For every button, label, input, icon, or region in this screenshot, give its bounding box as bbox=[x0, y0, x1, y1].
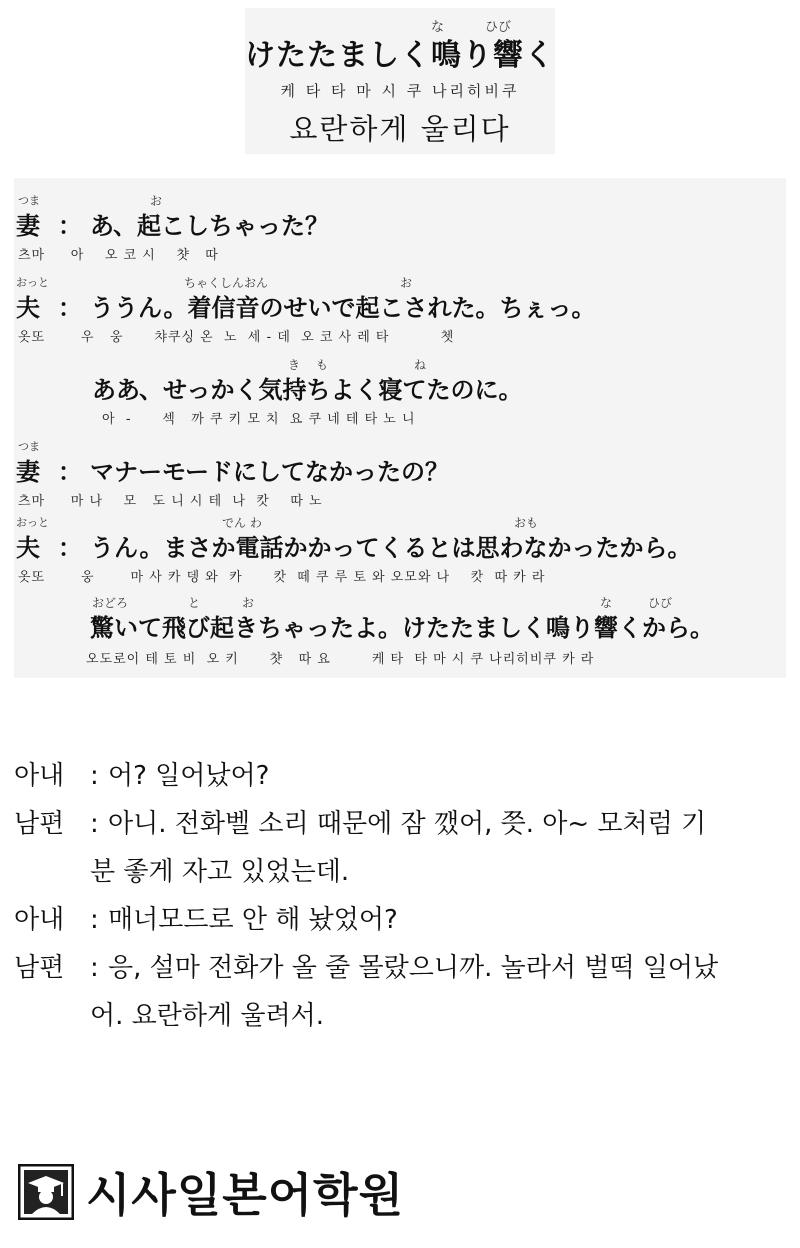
graduate-icon bbox=[18, 1164, 74, 1220]
ruby-text: ひび bbox=[648, 596, 673, 610]
japanese-line: あ、起こしちゃった？ bbox=[90, 212, 330, 240]
title-ruby-hibi: ひび bbox=[485, 20, 512, 35]
translation-speaker: 아내 bbox=[14, 905, 65, 935]
dialogue-block bbox=[14, 178, 786, 678]
ruby-text: お bbox=[150, 194, 163, 208]
translation-continuation bbox=[14, 992, 790, 1040]
pronunciation-line: 아 - 섹 까 쿠 키 모 치 요 쿠 네 테 타 노 니 bbox=[102, 412, 416, 427]
ruby-text: お bbox=[242, 596, 255, 610]
pronunciation-line: 오도로이 테 토 비 오 키 챳 따 요 케 타 타 마 시 쿠 나리히비쿠 카 라 bbox=[86, 652, 595, 667]
japanese-line: うん。まさか電話かかってくるとは思わなかったから。 bbox=[90, 534, 692, 562]
ruby-text: お bbox=[400, 276, 413, 290]
speaker-colon: ： bbox=[58, 534, 82, 562]
translation-text: 매너모드로 안 해 놨었어? bbox=[108, 905, 398, 935]
translation-colon: : bbox=[90, 905, 99, 935]
speaker-colon: ： bbox=[58, 458, 82, 486]
speaker-label: 妻 bbox=[16, 212, 40, 240]
speaker-ruby: つま bbox=[18, 194, 40, 207]
japanese-line: マナーモードにしてなかったの？ bbox=[90, 458, 450, 486]
translation-speaker: 남편 bbox=[14, 809, 65, 839]
translation-speaker: 아내 bbox=[14, 761, 65, 791]
dialogue-line bbox=[14, 510, 786, 590]
translation-row bbox=[14, 752, 790, 800]
korean-translation bbox=[14, 752, 790, 1040]
translation-text: 아니. 전화벨 소리 때문에 잠 깼어, 쯧. 아~ 모처럼 기 bbox=[108, 809, 707, 839]
title-pronunciation: 케 타 타 마 시 쿠 나리히비쿠 bbox=[280, 82, 520, 100]
speaker-ruby: おっと bbox=[16, 276, 49, 289]
speaker-ruby: おっと bbox=[16, 516, 49, 529]
dialogue-line bbox=[14, 590, 786, 674]
translation-row bbox=[14, 944, 790, 992]
dialogue-line bbox=[14, 352, 786, 432]
translation-text: 응, 설마 전화가 올 줄 몰랐으니까. 놀라서 벌떡 일어났 bbox=[108, 953, 719, 983]
pronunciation-line: 옷또 우 웅 챠쿠싱 온 노 세 - 데 오 코 사 레 타 쳇 bbox=[18, 330, 455, 345]
translation-colon: : bbox=[90, 761, 99, 791]
translation-colon: : bbox=[90, 953, 99, 983]
title-block bbox=[245, 8, 555, 154]
pronunciation-line: 옷또 웅 마 사 카 뎅 와 카 캇 떼 쿠 루 토 와 오모와 나 캇 따 카 라 bbox=[18, 570, 546, 585]
school-name: 시사일본어학원 bbox=[86, 1168, 405, 1222]
pronunciation-line: 츠마 마 나 모 도 니 시 테 나 캇 따 노 bbox=[18, 494, 323, 509]
title-korean: 요란하게 울리다 bbox=[289, 112, 511, 146]
ruby-text: な bbox=[600, 596, 613, 610]
translation-colon: : bbox=[90, 809, 99, 839]
ruby-text: おどろ bbox=[92, 596, 129, 610]
ruby-text: でん わ bbox=[222, 516, 262, 530]
dialogue-line bbox=[14, 434, 786, 514]
dialogue-line bbox=[14, 188, 786, 268]
dialogue-line bbox=[14, 270, 786, 350]
translation-speaker: 남편 bbox=[14, 953, 65, 983]
ruby-text: と bbox=[188, 596, 201, 610]
translation-text: 어? 일어났어? bbox=[108, 761, 270, 791]
translation-continuation bbox=[14, 848, 790, 896]
ruby-text: も bbox=[316, 358, 329, 372]
translation-row bbox=[14, 896, 790, 944]
speaker-label: 妻 bbox=[16, 458, 40, 486]
title-japanese: けたたましく鳴り響く bbox=[245, 38, 555, 73]
speaker-ruby: つま bbox=[18, 440, 40, 453]
japanese-line: 驚いて飛び起きちゃったよ。けたたましく鳴り響くから。 bbox=[90, 614, 714, 642]
title-ruby bbox=[245, 8, 555, 35]
translation-row bbox=[14, 800, 790, 848]
pronunciation-line: 츠마 아 오 코 시 챳 따 bbox=[18, 248, 219, 263]
speaker-label: 夫 bbox=[16, 534, 40, 562]
speaker-label: 夫 bbox=[16, 294, 40, 322]
speaker-colon: ： bbox=[58, 294, 82, 322]
translation-text: 어. 요란하게 울려서. bbox=[90, 1001, 324, 1031]
title-ruby-na: な bbox=[431, 20, 445, 35]
translation-text: 분 좋게 자고 있었는데. bbox=[90, 857, 350, 887]
japanese-line: ううん。着信音のせいで起こされた。ちぇっ。 bbox=[90, 294, 596, 322]
ruby-text: ね bbox=[414, 358, 427, 372]
ruby-text: き bbox=[288, 358, 301, 372]
school-logo bbox=[18, 1162, 404, 1222]
ruby-text: おも bbox=[514, 516, 539, 530]
speaker-colon: ： bbox=[58, 212, 82, 240]
ruby-text: ちゃくしんおん bbox=[184, 276, 269, 290]
japanese-line: ああ、せっかく気持ちよく寝てたのに。 bbox=[92, 376, 523, 404]
